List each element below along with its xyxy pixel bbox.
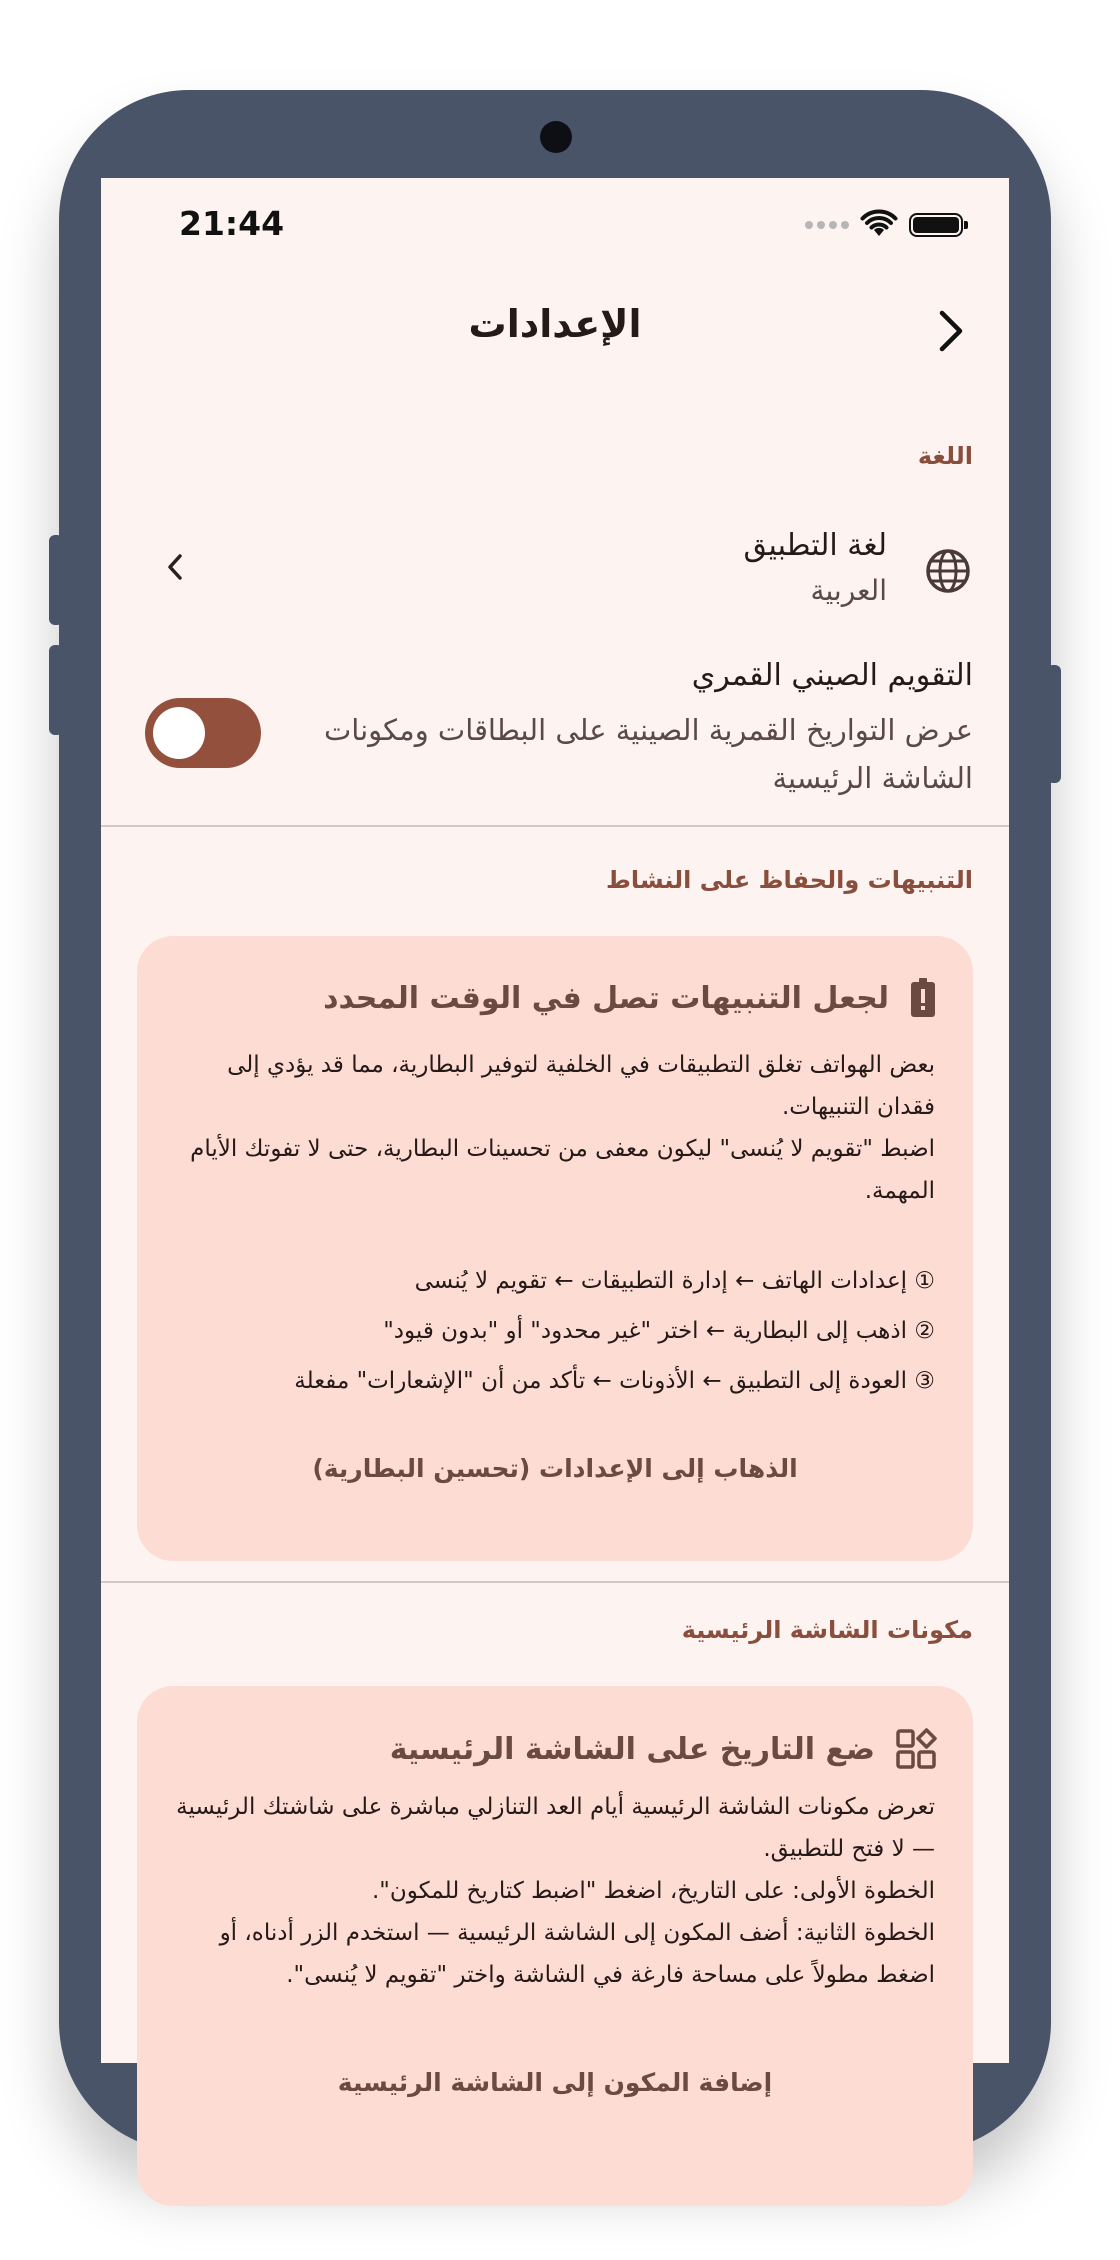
- battery-optimization-card: [137, 936, 973, 1561]
- card-title: لجعل التنبيهات تصل في الوقت المحدد: [323, 980, 889, 1016]
- status-time: 21:44: [179, 204, 285, 243]
- lunar-calendar-toggle[interactable]: [145, 698, 261, 768]
- body-text: الخطوة الأولى: على التاريخ، اضغط "اضبط كتاريخ للمكون".: [371, 1878, 935, 1904]
- card-body: [167, 1044, 935, 1212]
- card-title: ضع التاريخ على الشاشة الرئيسية: [389, 1731, 875, 1767]
- divider: [101, 825, 1009, 827]
- go-to-battery-settings-button[interactable]: الذهاب إلى الإعدادات (تحسين البطارية): [312, 1454, 798, 1483]
- toggle-knob: [153, 707, 205, 759]
- body-text: تعرض مكونات الشاشة الرئيسية أيام العد التنازلي مباشرة على شاشتك الرئيسية — لا فتح للتطبيق.: [176, 1794, 935, 1862]
- body-text: الخطوة الثانية: أضف المكون إلى الشاشة الرئيسية — استخدم الزر أدناه، أو اضغط مطولاً على مساحة فارغة في الشاشة واختر "تقويم لا يُنسى".: [219, 1920, 935, 1988]
- step-item: ① إعدادات الهاتف ← إدارة التطبيقات ← تقويم لا يُنسى: [414, 1268, 935, 1294]
- status-icons: [805, 212, 963, 238]
- app-language-value: العربية: [810, 574, 887, 607]
- globe-icon: [925, 548, 971, 594]
- add-widget-button[interactable]: إضافة المكون إلى الشاشة الرئيسية: [337, 2068, 773, 2097]
- app-language-row[interactable]: [101, 510, 1009, 620]
- signal-dots-icon: [805, 221, 849, 229]
- battery-icon: [909, 213, 963, 237]
- card-body: [167, 1786, 935, 1996]
- step-item: ③ العودة إلى التطبيق ← الأذونات ← تأكد من أن "الإشعارات" مفعلة: [294, 1368, 935, 1394]
- battery-alert-icon: [909, 978, 937, 1018]
- section-label-notifications: التنبيهات والحفاظ على النشاط: [606, 866, 973, 894]
- card-header: [390, 1728, 937, 1770]
- card-header: [323, 978, 937, 1018]
- lunar-calendar-description: عرض التواريخ القمرية الصينية على البطاقات ومكونات الشاشة الرئيسية: [323, 713, 973, 795]
- step-item: ② اذهب إلى البطارية ← اختر "غير محدود" أو "بدون قيود": [383, 1318, 935, 1344]
- section-label-language: اللغة: [917, 442, 973, 470]
- chevron-right-icon: [937, 309, 965, 353]
- front-camera: [540, 121, 572, 153]
- back-button[interactable]: [931, 306, 971, 356]
- chevron-left-icon: [163, 552, 187, 582]
- divider: [101, 1581, 1009, 1583]
- app-language-title: لغة التطبيق: [743, 528, 887, 563]
- wifi-icon: [861, 212, 897, 238]
- volume-up-button: [49, 535, 63, 625]
- app-screen: [101, 178, 1009, 2097]
- page-title: الإعدادات: [468, 302, 642, 346]
- body-text: بعض الهواتف تغلق التطبيقات في الخلفية لتوفير البطارية، مما قد يؤدي إلى فقدان التنبيهات.: [227, 1052, 935, 1120]
- widgets-icon: [895, 1728, 937, 1770]
- volume-down-button: [49, 645, 63, 735]
- steps-list: [167, 1256, 935, 1406]
- section-label-widgets: مكونات الشاشة الرئيسية: [681, 1616, 973, 1644]
- body-text: اضبط "تقويم لا يُنسى" ليكون معفى من تحسينات البطارية، حتى لا تفوتك الأيام المهمة.: [190, 1136, 935, 1204]
- home-widget-card: [137, 1686, 973, 2206]
- lunar-calendar-title: التقويم الصيني القمري: [691, 658, 973, 693]
- power-button: [1047, 665, 1061, 783]
